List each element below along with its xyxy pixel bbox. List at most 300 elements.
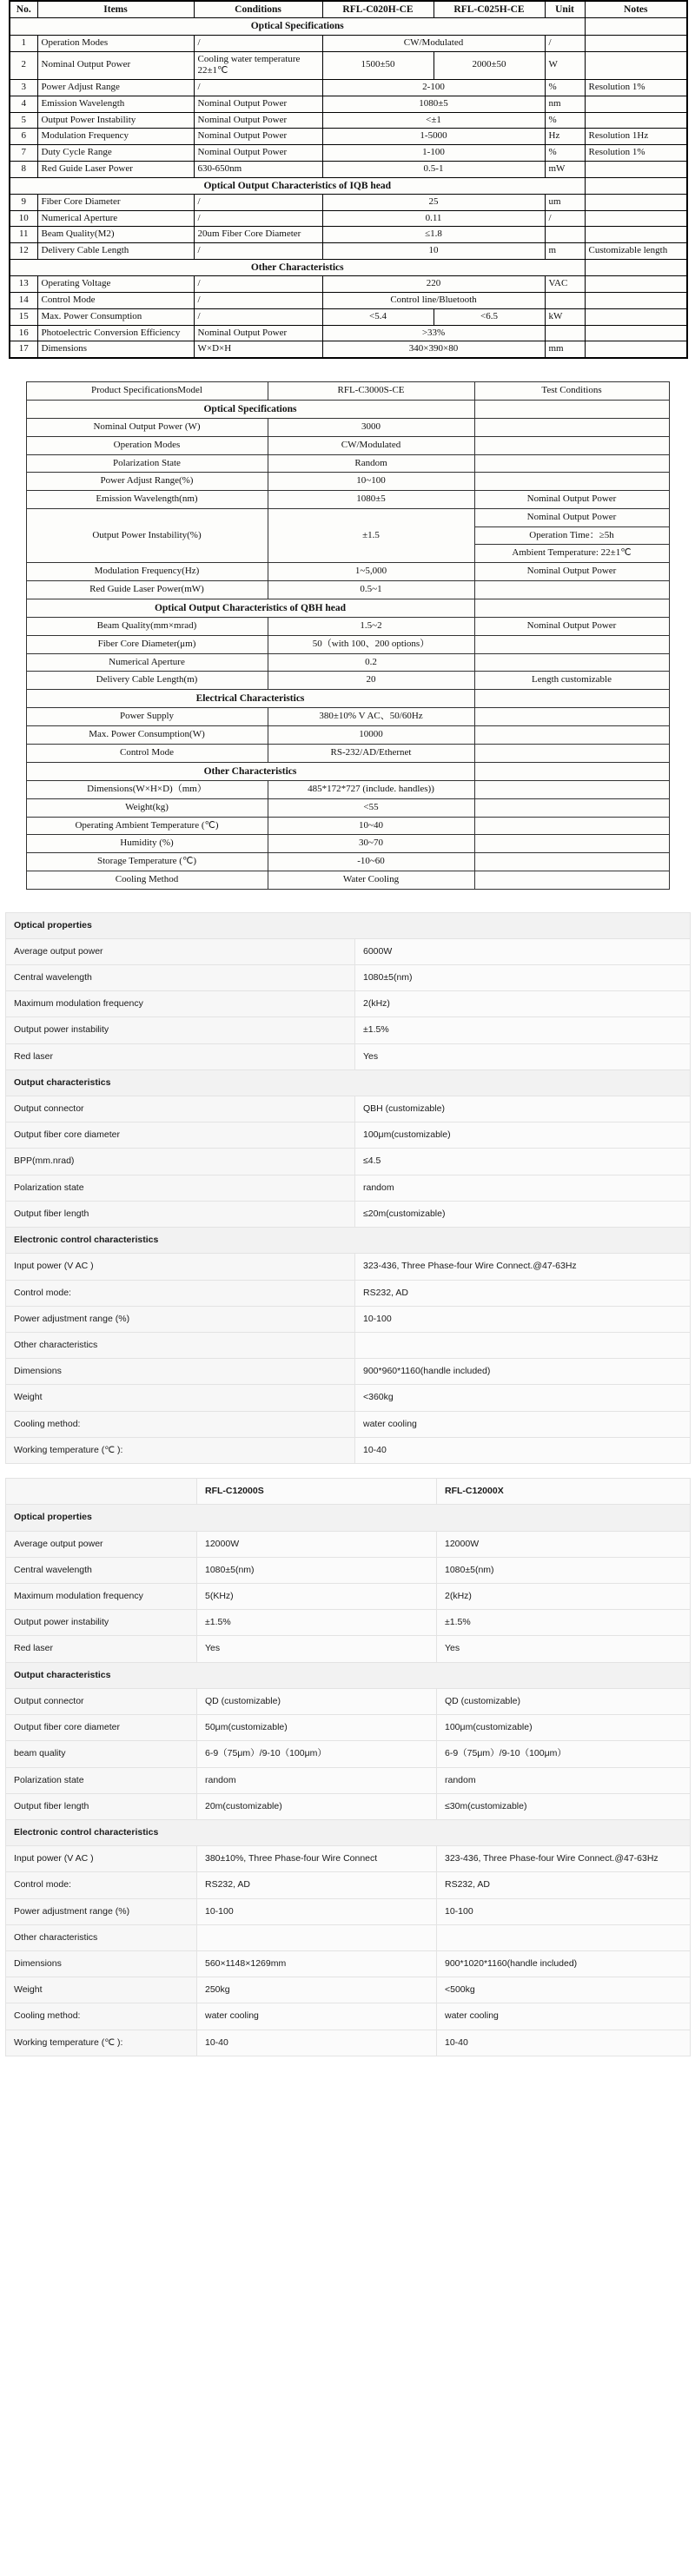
row-label: Output fiber length xyxy=(6,1201,355,1227)
row-value-c12000s: 380±10%, Three Phase-four Wire Connect xyxy=(197,1846,437,1872)
section-row-electronic xyxy=(6,1228,691,1254)
row-value-c12000s: 560×1148×1269mm xyxy=(197,1951,437,1977)
table-row xyxy=(6,1688,691,1714)
section-empty-cell xyxy=(474,400,669,418)
row-label: Weight(kg) xyxy=(26,798,268,817)
row-value-c12000s: water cooling xyxy=(197,2003,437,2030)
row-item: Operating Voltage xyxy=(37,276,194,293)
row-label: Central wavelength xyxy=(6,964,355,990)
row-condition xyxy=(474,744,669,762)
row-notes: Customizable length xyxy=(585,243,687,260)
table1-header-cell-4: RFL-C025H-CE xyxy=(434,1,545,18)
row-value: 0.5~1 xyxy=(268,580,474,599)
row-value: 1-5000 xyxy=(322,129,545,145)
row-label: Storage Temperature (℃) xyxy=(26,853,268,871)
row-label: Emission Wavelength(nm) xyxy=(26,491,268,509)
row-unit: W xyxy=(545,51,585,80)
row-value-c12000s: random xyxy=(197,1767,437,1793)
section-empty-cell xyxy=(585,18,687,35)
row-condition: / xyxy=(194,308,322,325)
row-condition xyxy=(474,726,669,745)
row-label: Maximum modulation frequency xyxy=(6,1583,197,1609)
table-rfl-c3000s xyxy=(26,381,670,890)
table-row xyxy=(6,1977,691,2003)
row-value-c12000s: 50μm(customizable) xyxy=(197,1715,437,1741)
row-number: 7 xyxy=(10,145,37,162)
table-row xyxy=(6,1557,691,1583)
row-label: Polarization state xyxy=(6,1175,355,1201)
table-row xyxy=(26,781,669,799)
row-item: Control Mode xyxy=(37,293,194,309)
row-item: Beam Quality(M2) xyxy=(37,227,194,243)
row-value-model1: <5.4 xyxy=(322,308,434,325)
section-label: Output characteristics xyxy=(6,1069,691,1096)
row-item: Red Guide Laser Power xyxy=(37,161,194,177)
table-row xyxy=(10,227,687,243)
row-unit xyxy=(545,325,585,341)
row-value: Control line/Bluetooth xyxy=(322,293,545,309)
row-number: 13 xyxy=(10,276,37,293)
row-value-c12000x: Yes xyxy=(437,1636,691,1662)
row-condition xyxy=(474,853,669,871)
table-row xyxy=(26,635,669,653)
row-label: Operation Modes xyxy=(26,436,268,454)
row-number: 3 xyxy=(10,80,37,96)
section-row-optical xyxy=(10,18,687,35)
row-value-c12000x: 323-436, Three Phase-four Wire Connect.@47-63Hz xyxy=(437,1846,691,1872)
row-item: Modulation Frequency xyxy=(37,129,194,145)
row-condition: / xyxy=(194,210,322,227)
section-label: Optical properties xyxy=(6,912,691,938)
row-label: Weight xyxy=(6,1385,355,1411)
section-row-iqb xyxy=(10,177,687,194)
row-value: 1080±5 xyxy=(268,491,474,509)
row-condition: 20um Fiber Core Diameter xyxy=(194,227,322,243)
row-unit: nm xyxy=(545,96,585,112)
row-label: Output power instability xyxy=(6,1017,355,1043)
row-value: 20 xyxy=(268,672,474,690)
section-empty-cell xyxy=(474,762,669,780)
row-label: Cooling method: xyxy=(6,1411,355,1437)
row-value: ≤20m(customizable) xyxy=(355,1201,691,1227)
table-row xyxy=(26,563,669,581)
row-label: BPP(mm.nrad) xyxy=(6,1149,355,1175)
row-notes xyxy=(585,308,687,325)
row-label: Cooling method: xyxy=(6,2003,197,2030)
row-value: ≤4.5 xyxy=(355,1149,691,1175)
row-item: Power Adjust Range xyxy=(37,80,194,96)
row-condition: / xyxy=(194,35,322,51)
section-row-electronic xyxy=(6,1819,691,1845)
row-value: Random xyxy=(268,454,474,473)
row-value-c12000s: 6-9（75μm）/9-10（100μm） xyxy=(197,1741,437,1767)
table-row xyxy=(6,1254,691,1280)
table2-wrapper xyxy=(0,381,695,890)
row-value: 10~100 xyxy=(268,473,474,491)
table-row xyxy=(26,708,669,726)
row-number: 12 xyxy=(10,243,37,260)
table-row xyxy=(6,1872,691,1898)
table-row xyxy=(6,1767,691,1793)
table1-header-cell-2: Conditions xyxy=(194,1,322,18)
row-notes xyxy=(585,112,687,129)
section-label: Other Characteristics xyxy=(10,259,585,275)
table-row xyxy=(6,1359,691,1385)
section-empty-cell xyxy=(474,690,669,708)
table-row xyxy=(26,817,669,835)
row-label: Nominal Output Power (W) xyxy=(26,419,268,437)
section-label: Other Characteristics xyxy=(26,762,474,780)
row-value: <360kg xyxy=(355,1385,691,1411)
section-row-output xyxy=(6,1662,691,1688)
row-number: 9 xyxy=(10,194,37,210)
section-row-optical xyxy=(6,1505,691,1531)
row-label: Working temperature (℃ ): xyxy=(6,2030,197,2056)
table-row xyxy=(26,580,669,599)
table-row xyxy=(10,161,687,177)
section-empty-cell xyxy=(474,599,669,617)
row-value: RS-232/AD/Ethernet xyxy=(268,744,474,762)
row-label: Fiber Core Diameter(μm) xyxy=(26,635,268,653)
row-unit: % xyxy=(545,145,585,162)
table-row xyxy=(10,96,687,112)
row-value-c12000x xyxy=(437,1924,691,1950)
row-notes xyxy=(585,35,687,51)
row-value-c12000s xyxy=(197,1924,437,1950)
section-label: Electronic control characteristics xyxy=(6,1819,691,1845)
row-unit: Hz xyxy=(545,129,585,145)
section-label: Optical Output Characteristics of IQB head xyxy=(10,177,585,194)
row-label: Control Mode xyxy=(26,744,268,762)
table1-wrapper xyxy=(0,0,695,359)
section-row-optical xyxy=(6,912,691,938)
row-value-c12000s: 20m(customizable) xyxy=(197,1793,437,1819)
row-item: Dimensions xyxy=(37,341,194,358)
row-notes xyxy=(585,293,687,309)
table-row xyxy=(10,293,687,309)
row-value: 485*172*727 (include. handles)) xyxy=(268,781,474,799)
row-value: >33% xyxy=(322,325,545,341)
table-row xyxy=(6,1610,691,1636)
row-value-c12000s: Yes xyxy=(197,1636,437,1662)
row-condition-1: Nominal Output Power xyxy=(474,508,669,526)
table-row xyxy=(26,853,669,871)
row-notes xyxy=(585,210,687,227)
row-label: Output power instability xyxy=(6,1610,197,1636)
table-row xyxy=(6,964,691,990)
table2-header-cell-2: Test Conditions xyxy=(474,382,669,401)
row-item: Max. Power Consumption xyxy=(37,308,194,325)
row-label: Red laser xyxy=(6,1043,355,1069)
row-value: 1-100 xyxy=(322,145,545,162)
spacer-1 xyxy=(0,359,695,381)
row-condition-3: Ambient Temperature: 22±1℃ xyxy=(474,545,669,563)
row-value-model1: 1500±50 xyxy=(322,51,434,80)
table-row xyxy=(6,1385,691,1411)
row-value: 10000 xyxy=(268,726,474,745)
row-number: 2 xyxy=(10,51,37,80)
row-label: Polarization state xyxy=(6,1767,197,1793)
row-condition: Nominal Output Power xyxy=(194,325,322,341)
row-number: 15 xyxy=(10,308,37,325)
row-condition: / xyxy=(194,80,322,96)
table-row xyxy=(26,653,669,672)
table-row xyxy=(10,112,687,129)
row-condition: Nominal Output Power xyxy=(474,491,669,509)
row-value: 380±10% V AC、50/60Hz xyxy=(268,708,474,726)
row-unit: / xyxy=(545,35,585,51)
row-value: 1080±5(nm) xyxy=(355,964,691,990)
table-row xyxy=(10,80,687,96)
table-row xyxy=(10,210,687,227)
table-row xyxy=(6,1122,691,1149)
row-label: Delivery Cable Length(m) xyxy=(26,672,268,690)
row-value: 50（with 100、200 options） xyxy=(268,635,474,653)
table-row xyxy=(6,1583,691,1609)
table-row xyxy=(26,473,669,491)
row-label: Beam Quality(mm×mrad) xyxy=(26,618,268,636)
row-label: Input power (V AC ) xyxy=(6,1846,197,1872)
row-label: Input power (V AC ) xyxy=(6,1254,355,1280)
row-value: 0.5-1 xyxy=(322,161,545,177)
row-value: 1.5~2 xyxy=(268,618,474,636)
row-number: 6 xyxy=(10,129,37,145)
row-condition: Cooling water temperature 22±1℃ xyxy=(194,51,322,80)
row-value-c12000x: water cooling xyxy=(437,2003,691,2030)
row-value: 340×390×80 xyxy=(322,341,545,358)
row-label: Output fiber core diameter xyxy=(6,1122,355,1149)
row-value: <55 xyxy=(268,798,474,817)
row-value-c12000x: 1080±5(nm) xyxy=(437,1557,691,1583)
row-item: Emission Wavelength xyxy=(37,96,194,112)
section-row-electrical xyxy=(26,690,669,708)
table1-header-cell-6: Notes xyxy=(585,1,687,18)
table-row xyxy=(6,1175,691,1201)
table-row xyxy=(26,726,669,745)
row-condition xyxy=(474,635,669,653)
section-row-optical xyxy=(26,400,669,418)
row-value: 1080±5 xyxy=(322,96,545,112)
row-unit: mm xyxy=(545,341,585,358)
row-item: Output Power Instability xyxy=(37,112,194,129)
table-row xyxy=(6,2030,691,2056)
table2-header-row xyxy=(26,382,669,401)
row-label: Red laser xyxy=(6,1636,197,1662)
row-label: Dimensions xyxy=(6,1951,197,1977)
row-condition: Nominal Output Power xyxy=(194,129,322,145)
row-notes: Resolution 1% xyxy=(585,145,687,162)
row-value-model2: 2000±50 xyxy=(434,51,545,80)
row-value: 2-100 xyxy=(322,80,545,96)
row-label: Average output power xyxy=(6,1531,197,1557)
row-unit: kW xyxy=(545,308,585,325)
row-condition xyxy=(474,580,669,599)
row-label: Control mode: xyxy=(6,1280,355,1306)
table-row xyxy=(6,2003,691,2030)
table4-header-cell-0 xyxy=(6,1479,197,1505)
table-row xyxy=(6,1898,691,1924)
table-6000w xyxy=(5,912,691,1465)
table-row xyxy=(10,129,687,145)
table-row xyxy=(10,308,687,325)
section-empty-cell xyxy=(585,259,687,275)
row-number: 5 xyxy=(10,112,37,129)
row-value: 6000W xyxy=(355,938,691,964)
table-row xyxy=(6,1924,691,1950)
row-label: Operating Ambient Temperature (℃) xyxy=(26,817,268,835)
row-condition: W×D×H xyxy=(194,341,322,358)
row-label: Output fiber core diameter xyxy=(6,1715,197,1741)
row-label: Dimensions xyxy=(6,1359,355,1385)
row-condition xyxy=(474,473,669,491)
row-value: RS232, AD xyxy=(355,1280,691,1306)
table-row xyxy=(10,276,687,293)
table4-header-row xyxy=(6,1479,691,1505)
table-row xyxy=(6,1411,691,1437)
row-condition xyxy=(474,781,669,799)
row-condition: / xyxy=(194,194,322,210)
table-row xyxy=(10,325,687,341)
row-number: 17 xyxy=(10,341,37,358)
table-row xyxy=(26,454,669,473)
row-condition-2: Operation Time：≥5h xyxy=(474,526,669,545)
table-row xyxy=(26,672,669,690)
section-label: Optical Specifications xyxy=(26,400,474,418)
table-row xyxy=(10,341,687,358)
row-value xyxy=(355,1333,691,1359)
table-row xyxy=(6,1043,691,1069)
table-row xyxy=(6,1333,691,1359)
row-label: Output fiber length xyxy=(6,1793,197,1819)
section-label: Output characteristics xyxy=(6,1662,691,1688)
row-value: 2(kHz) xyxy=(355,991,691,1017)
spacer-3 xyxy=(0,1464,695,1478)
table-row xyxy=(6,1715,691,1741)
row-value: 100μm(customizable) xyxy=(355,1122,691,1149)
row-notes xyxy=(585,51,687,80)
table1-header-cell-1: Items xyxy=(37,1,194,18)
table-row xyxy=(26,491,669,509)
section-row-other xyxy=(26,762,669,780)
row-value: 1~5,000 xyxy=(268,563,474,581)
table-row xyxy=(6,938,691,964)
row-value-c12000s: RS232, AD xyxy=(197,1872,437,1898)
row-value-c12000s: ±1.5% xyxy=(197,1610,437,1636)
section-empty-cell xyxy=(585,177,687,194)
table-row xyxy=(10,243,687,260)
row-condition: Length customizable xyxy=(474,672,669,690)
row-number: 8 xyxy=(10,161,37,177)
row-value-c12000x: 10-100 xyxy=(437,1898,691,1924)
table-row xyxy=(26,419,669,437)
row-condition: Nominal Output Power xyxy=(474,618,669,636)
row-value-c12000s: 1080±5(nm) xyxy=(197,1557,437,1583)
row-item: Numerical Aperture xyxy=(37,210,194,227)
row-value-c12000s: 10-100 xyxy=(197,1898,437,1924)
row-condition: / xyxy=(194,243,322,260)
row-notes xyxy=(585,194,687,210)
row-label: Power adjustment range (%) xyxy=(6,1898,197,1924)
row-item: Duty Cycle Range xyxy=(37,145,194,162)
row-condition xyxy=(474,454,669,473)
row-label: Control mode: xyxy=(6,1872,197,1898)
row-value-c12000s: 250kg xyxy=(197,1977,437,2003)
row-label: Other characteristics xyxy=(6,1924,197,1950)
row-label: Power Supply xyxy=(26,708,268,726)
table-row xyxy=(6,1846,691,1872)
row-unit xyxy=(545,227,585,243)
row-label: Max. Power Consumption(W) xyxy=(26,726,268,745)
row-value: -10~60 xyxy=(268,853,474,871)
row-unit: / xyxy=(545,210,585,227)
row-value: 10~40 xyxy=(268,817,474,835)
row-number: 4 xyxy=(10,96,37,112)
row-unit: um xyxy=(545,194,585,210)
row-notes: Resolution 1Hz xyxy=(585,129,687,145)
row-condition: Nominal Output Power xyxy=(194,96,322,112)
table-row xyxy=(10,194,687,210)
row-value-model2: <6.5 xyxy=(434,308,545,325)
table-row xyxy=(26,835,669,853)
table-row xyxy=(26,744,669,762)
table-row xyxy=(10,51,687,80)
row-notes xyxy=(585,325,687,341)
row-value: 323-436, Three Phase-four Wire Connect.@47-63Hz xyxy=(355,1254,691,1280)
row-value: Water Cooling xyxy=(268,871,474,889)
row-value: QBH (customizable) xyxy=(355,1096,691,1122)
section-row-other xyxy=(10,259,687,275)
row-value-c12000s: QD (customizable) xyxy=(197,1688,437,1714)
spacer-2 xyxy=(0,890,695,912)
row-number: 14 xyxy=(10,293,37,309)
row-unit: % xyxy=(545,80,585,96)
table-row xyxy=(6,1741,691,1767)
row-condition xyxy=(474,419,669,437)
row-condition: Nominal Output Power xyxy=(194,112,322,129)
row-condition: Nominal Output Power xyxy=(194,145,322,162)
row-value: CW/Modulated xyxy=(322,35,545,51)
table-row xyxy=(6,1017,691,1043)
table-row xyxy=(6,1306,691,1332)
row-notes xyxy=(585,276,687,293)
row-value: ±1.5% xyxy=(355,1017,691,1043)
row-value: 220 xyxy=(322,276,545,293)
row-condition xyxy=(474,708,669,726)
row-value-c12000x: QD (customizable) xyxy=(437,1688,691,1714)
row-value-c12000x: 900*1020*1160(handle included) xyxy=(437,1951,691,1977)
table-row xyxy=(6,991,691,1017)
row-label: Dimensions(W×H×D)（mm） xyxy=(26,781,268,799)
table4-header-cell-1: RFL-C12000S xyxy=(197,1479,437,1505)
table-row xyxy=(6,1280,691,1306)
row-value: 25 xyxy=(322,194,545,210)
row-label: Red Guide Laser Power(mW) xyxy=(26,580,268,599)
row-label: Weight xyxy=(6,1977,197,2003)
table-row xyxy=(6,1636,691,1662)
row-value: 0.11 xyxy=(322,210,545,227)
table-row xyxy=(6,1531,691,1557)
row-value: 10-100 xyxy=(355,1306,691,1332)
row-value: water cooling xyxy=(355,1411,691,1437)
row-label: Power Adjust Range(%) xyxy=(26,473,268,491)
row-value-c12000x: RS232, AD xyxy=(437,1872,691,1898)
row-condition xyxy=(474,436,669,454)
row-condition: Nominal Output Power xyxy=(474,563,669,581)
row-condition xyxy=(474,835,669,853)
row-label: Power adjustment range (%) xyxy=(6,1306,355,1332)
row-number: 16 xyxy=(10,325,37,341)
table-row xyxy=(10,35,687,51)
